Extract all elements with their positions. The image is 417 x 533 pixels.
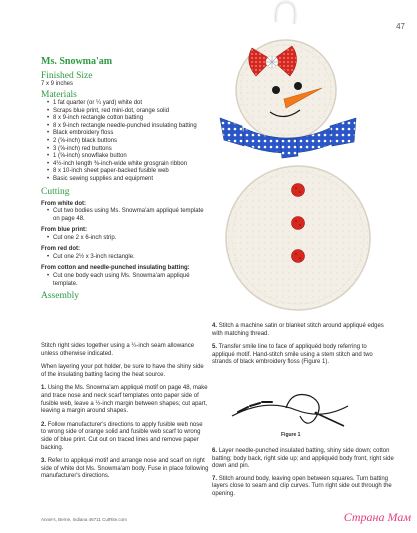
- cutting-list: [41, 208, 209, 223]
- cutting-heading: Cutting: [41, 186, 70, 197]
- step-number: 6.: [212, 448, 218, 454]
- materials-heading: Materials: [41, 90, 77, 100]
- red-button: [292, 250, 305, 263]
- step-text: Transfer smile line to face of appliquéd body referring to appliqué motif. Hand-stitch smile using a stem stitch and two strands of black embroidery floss (Figure 1).: [212, 344, 373, 366]
- assembly-left-steps: [41, 343, 209, 487]
- cutting-group-label: From cotton and needle-punched insulating batting:: [41, 265, 190, 272]
- step-text: Refer to appliqué motif and arrange nose and scarf on right side of white dot Ms. Snowma'am body. Fuse in place following manufacturer's directions.: [41, 458, 209, 480]
- red-button: [292, 217, 305, 230]
- assembly-step: [212, 323, 390, 338]
- assembly-step: [41, 422, 209, 452]
- list-item: • Cut one 2 x 6-inch strip.: [48, 235, 209, 243]
- list-item: • Basic sewing supplies and equipment: [48, 176, 209, 184]
- step-number: 4.: [212, 323, 218, 329]
- assembly-right-steps: [212, 323, 390, 373]
- cutting-group-label: From blue print:: [41, 227, 87, 234]
- assembly-step: [41, 385, 209, 415]
- list-item: • 4½-inch length ⅜-inch-wide white grosgrain ribbon: [48, 161, 209, 169]
- pattern-title: Ms. Snowma'am: [41, 56, 113, 67]
- step-number: 3.: [41, 458, 47, 465]
- snowman-pot-holder-photo: [214, 0, 404, 330]
- left-column: [41, 56, 209, 301]
- figure-caption: Figure 1: [281, 432, 301, 438]
- list-item: • Black embroidery floss: [48, 130, 209, 138]
- step-number: 1.: [41, 385, 47, 392]
- page-footer: Annie's, Berne, Indiana 46711 CutRite.com: [41, 517, 127, 522]
- list-item: • 8 x 9-inch rectangle cotton batting: [48, 115, 209, 123]
- list-item: • 8 x 10-inch sheet paper-backed fusible web: [48, 168, 209, 176]
- list-item: • 3 (⅝-inch) red buttons: [48, 146, 209, 154]
- cutting-group-label: From white dot:: [41, 200, 86, 207]
- materials-list: [41, 100, 209, 184]
- page-number: 47: [396, 22, 405, 31]
- list-item: • Cut two bodies using Ms. Snowma'am appliqué template on page 48.: [48, 208, 209, 223]
- list-item: • 8 x 9-inch rectangle needle-punched insulating batting: [48, 123, 209, 131]
- list-item: • 2 (⅝-inch) black buttons: [48, 138, 209, 146]
- finished-size-heading: Finished Size: [41, 71, 93, 81]
- assembly-intro: When layering your pot holder, be sure to have the shiny side of the insulating batting facing the heat source.: [41, 364, 204, 378]
- cutting-group-label: From red dot:: [41, 246, 80, 253]
- step-number: 2.: [41, 421, 47, 428]
- step-text: Layer needle-punched insulated batting, shiny side down; cotton batting; body back, right side up; and appliquéd body front, right side down and pin.: [212, 448, 394, 470]
- finished-size-value: 7 x 9 inches: [41, 81, 74, 87]
- list-item: • Scraps blue print, red mini-dot, orange solid: [48, 108, 209, 116]
- assembly-step: [212, 476, 394, 499]
- list-item: • 1 fat quarter (or ¼ yard) white dot: [48, 100, 209, 108]
- eye-button: [272, 86, 280, 94]
- assembly-right-steps-continued: [212, 448, 394, 504]
- list-item: • 1 (⅝-inch) snowflake button: [48, 153, 209, 161]
- assembly-step: [212, 448, 394, 471]
- step-number: 5.: [212, 344, 218, 351]
- list-item: • Cut one 2½ x 3-inch rectangle.: [48, 254, 209, 262]
- cutting-list: [41, 273, 209, 288]
- step-text: Stitch around body, leaving open between squares. Turn batting layers close to seam and clip curves. Turn right side out through the opening.: [212, 475, 392, 497]
- cutting-list: [41, 235, 209, 243]
- assembly-step: [212, 344, 390, 367]
- red-button: [292, 184, 305, 197]
- step-text: Follow manufacturer's directions to apply fusible web nose to wrong side of orange solid and fusible web scarf to wrong side of blue print. Cut out on traced lines and remove paper backing.: [41, 421, 203, 451]
- step-text: Stitch a machine satin or blanket stitch around appliqué edges with matching thread.: [212, 323, 384, 337]
- step-text: Using the Ms. Snowma'am appliqué motif on page 48, make and trace nose and neck scarf templates onto paper side of fusible web, leave a ½-inch margin between shapes; cut apart, leaving a margin around shapes.: [41, 385, 208, 415]
- assembly-heading: Assembly: [41, 291, 79, 302]
- assembly-intro: Stitch right sides together using a ¼-inch seam allowance unless otherwise indicated.: [41, 343, 195, 357]
- assembly-step: [41, 458, 209, 481]
- step-number: 7.: [212, 475, 218, 482]
- eye-button: [294, 82, 302, 90]
- list-item: • Cut one body each using Ms. Snowma'am appliqué template.: [48, 273, 209, 288]
- watermark: Страна Мам: [343, 510, 411, 524]
- cutting-list: [41, 254, 209, 262]
